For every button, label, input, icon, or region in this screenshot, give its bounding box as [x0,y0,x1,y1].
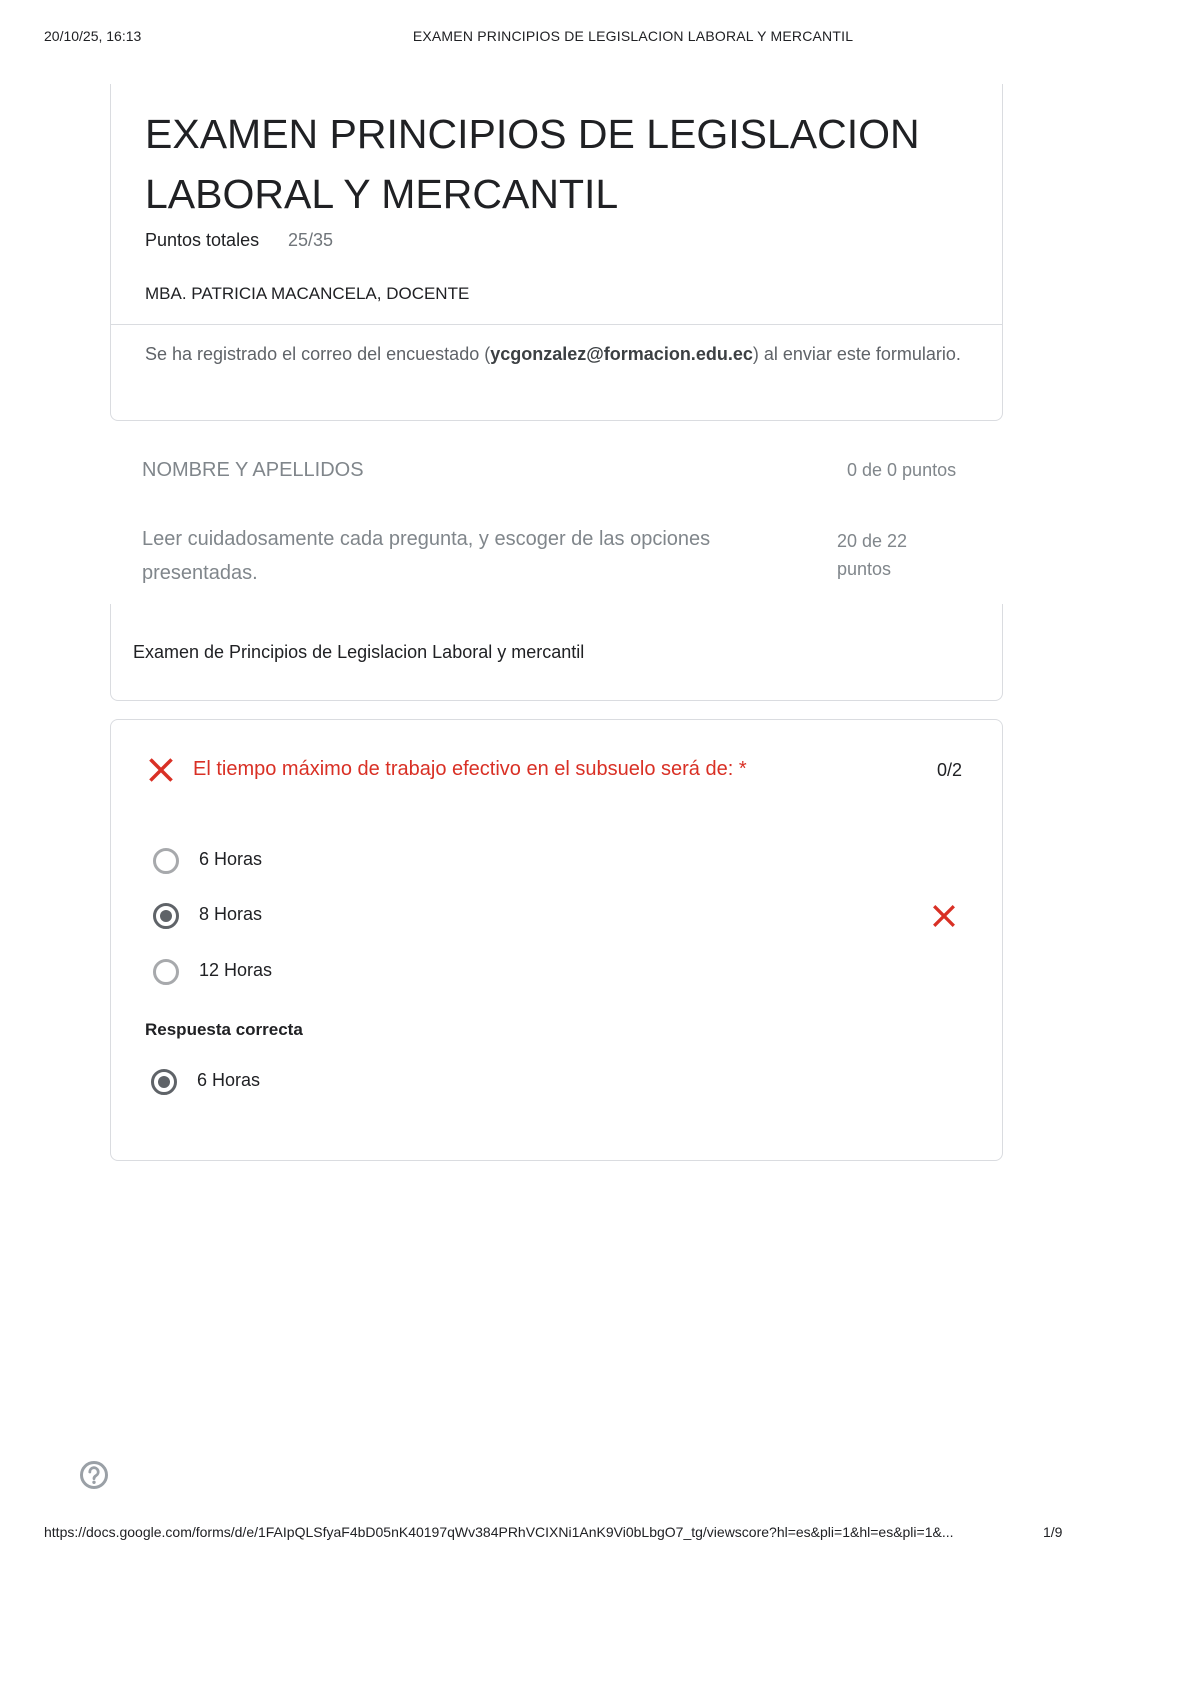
email-notice [145,340,975,368]
radio-unselected[interactable] [153,959,179,985]
header-divider [111,324,1002,325]
total-points-label: Puntos totales [145,230,260,250]
option-8-horas[interactable] [153,903,973,935]
correct-answer-option [151,1069,971,1101]
email-notice-suffix: ) al enviar este formulario. [752,344,961,364]
total-points-value: 25/35 [288,230,334,250]
section-title-name: NOMBRE Y APELLIDOS [142,459,364,481]
option-label: 12 Horas [199,960,273,980]
option-label: 6 Horas [199,849,263,869]
option-label: 8 Horas [199,904,263,924]
section-title-instructions: Leer cuidadosamente cada pregunta, y escoger de las opciones presentadas. [142,528,711,584]
form-header-card [110,84,1003,421]
print-datetime: 20/10/25, 16:13 [44,28,142,44]
form-title: EXAMEN PRINCIPIOS DE LEGISLACION LABORAL Y MERCANTIL [145,111,920,217]
radio-selected [151,1069,177,1095]
radio-unselected[interactable] [153,848,179,874]
correct-answer-heading: Respuesta correcta [145,1020,303,1039]
respondent-email: ycgonzalez@formacion.edu.ec [490,344,753,364]
print-url: https://docs.google.com/forms/d/e/1FAIpQLSfyaF4bD05nK40197qWv384PRhVCIXNi1AnK9Vi0bLbgO7_tg/viewscore?hl=es&pli=1&hl=es&pli=1&... [44,1524,954,1540]
incorrect-x-icon [147,756,175,784]
question-card [110,719,1003,1161]
radio-selected[interactable] [153,903,179,929]
teacher-name: MBA. PATRICIA MACANCELA, DOCENTE [145,284,470,303]
option-12-horas[interactable] [153,959,973,991]
section-description-card [110,604,1003,701]
wrong-answer-x-icon [931,903,957,929]
section-description: Examen de Principios de Legislacion Laboral y mercantil [133,642,585,662]
print-page-number: 1/9 [1043,1524,1063,1540]
email-notice-prefix: Se ha registrado el correo del encuestado ( [145,344,491,364]
question-text: El tiempo máximo de trabajo efectivo en el subsuelo será de: * [193,758,747,780]
help-circle-icon[interactable] [79,1460,109,1490]
section-points-instructions: 20 de 22 puntos [837,531,908,579]
question-score: 0/2 [937,760,963,780]
print-page-title: EXAMEN PRINCIPIOS DE LEGISLACION LABORAL Y MERCANTIL [412,28,854,44]
correct-answer-label: 6 Horas [197,1070,261,1090]
section-points-name: 0 de 0 puntos [847,460,957,480]
option-6-horas[interactable] [153,848,973,880]
